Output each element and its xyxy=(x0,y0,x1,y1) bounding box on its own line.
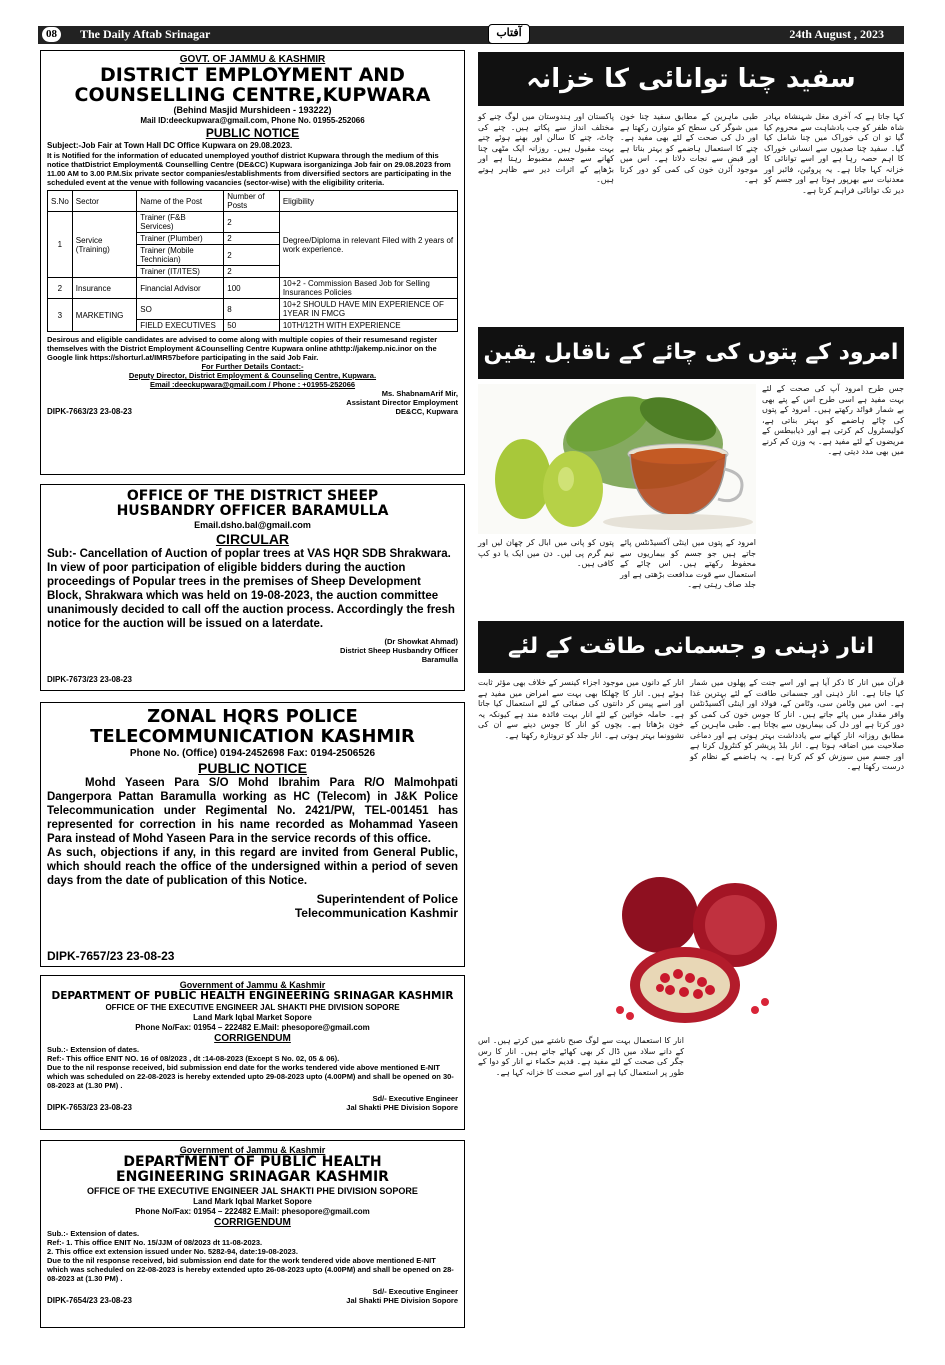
ad-sheep-husbandry xyxy=(40,484,465,691)
table-header: Eligibility xyxy=(279,191,457,212)
table-header: Name of the Post xyxy=(137,191,224,212)
ad5-title-2: ENGINEERING SRINAGAR KASHMIR xyxy=(116,1169,389,1185)
issue-date: 24th August , 2023 xyxy=(789,27,884,41)
ad1-dipk: DIPK-7663/23 23-08-23 xyxy=(47,407,132,416)
ad-phe-corrigendum-1 xyxy=(40,975,465,1130)
header-bar xyxy=(38,26,904,44)
ad-phe-corrigendum-2 xyxy=(40,1140,465,1328)
ad1-body: It is Notified for the information of educated unemployed youthof district Kupwara through the medium of this notice thatDistrict Employment& Counselling Centre (DE&CC) Kupwara isorganizinga Job fair on 29.08.2023 from 11.00 AM to 3.00 P.M.Six private sector companies/establishments from diversified sectors are participating in the scheduled event at the venue with following vacancies (sector-wise) with the eligibility criteria. xyxy=(47,151,452,187)
table-cell: 10+2 - Commission Based Job for Selling Insurances Policies xyxy=(279,278,457,299)
ad5-dipk: DIPK-7654/23 23-08-23 xyxy=(47,1296,132,1305)
table-cell: 100 xyxy=(224,278,280,299)
ad1-contact: Mail ID:deeckupwara@gmail.com, Phone No. 01955-252066 xyxy=(140,116,365,125)
article-2-headline: امرود کے پتوں کی چائے کے ناقابل یقین xyxy=(478,327,904,379)
table-cell: Insurance xyxy=(72,278,136,299)
ad1-location: (Behind Masjid Murshideen - 193222) xyxy=(173,105,332,115)
ad1-govt: GOVT. OF JAMMU & KASHMIR xyxy=(179,54,326,65)
ad1-signatory: Ms. ShabnamArif Mir, xyxy=(381,389,458,398)
ad5-notice-type: CORRIGENDUM xyxy=(214,1217,291,1228)
masthead-logo: آفتاب xyxy=(488,24,530,44)
ad4-contact: Phone No/Fax: 01954 – 222482 E.Mail: phesopore@gmail.com xyxy=(135,1023,370,1032)
guava-tea-illustration xyxy=(478,384,756,534)
table-header: Sector xyxy=(72,191,136,212)
table-row xyxy=(48,212,458,233)
table-cell: MARKETING xyxy=(72,299,136,332)
ad1-email-line: Email :deeckupwara@gmail.com / Phone : +01955-252066 xyxy=(149,380,356,389)
ad3-body-2: As such, objections if any, in this regard are invited from General Public, which should reach the office of the undersigned within a period of seven days from the date of publication of this Notice. xyxy=(47,847,458,887)
ad4-body: Due to the nil response received, bid submission end date for the works tendered vide above mentioned E-NIT which was scheduled on 22-08-2023 is hereby extended upto 29-08-2023 upto (4.00PM) and shall be opened on 30-08-2023 at (1.30 PM) . xyxy=(47,1063,454,1090)
ad2-sign-office: Baramulla xyxy=(421,655,458,664)
ad5-ref-1: Ref:- 1. This office ENIT No. 15/JJM of 08/2023 dt 11-08-2023. xyxy=(47,1238,263,1247)
ad1-title-2: COUNSELLING CENTRE,KUPWARA xyxy=(74,84,431,106)
table-cell: 10TH/12TH WITH EXPERIENCE xyxy=(279,320,457,332)
table-header-row xyxy=(48,191,458,212)
ad4-govt: Government of Jammu & Kashmir xyxy=(179,980,326,990)
article-1-col-1: کہا جاتا ہے کہ آخری مغل شہنشاہ بہادر شاہ ظفر کو جب بادشاہت سے محروم کیا گیا تو ان کی خوراک میں چنا شامل کیا گیا۔ سفید چنا صدیوں سے انسانی خوراک کا اہم حصہ رہا ہے اور اسے توانائی کا خزانہ کہا جاتا ہے۔ یہ پروٹین، فائبر اور معدنیات سے بھرپور ہوتا ہے اور جسم کو دیر تک توانائی فراہم کرتا ہے۔ xyxy=(764,112,904,195)
ad4-sign-office: Jal Shakti PHE Division Sopore xyxy=(346,1103,458,1112)
table-cell: SO xyxy=(137,299,224,320)
ad2-body: In view of poor participation of eligible bidders during the auction proceedings of Popular trees in the premises of Sheep Development Block, Shrakwara which was held on 19-08-2023, the auction committee unanimously decided to call off the auction process. Accordingly the fresh notice for the auction will be issued on a laterdate. xyxy=(47,562,455,630)
ad2-sign-title: District Sheep Husbandry Officer xyxy=(340,646,458,655)
pomegranate-photo xyxy=(590,870,786,1030)
table-cell: Trainer (IT/ITES) xyxy=(137,266,224,278)
ad4-landmark: Land Mark Iqbal Market Sopore xyxy=(193,1013,312,1022)
table-cell: Trainer (Mobile Technician) xyxy=(137,245,224,266)
ad3-phone: Phone No. (Office) 0194-2452698 Fax: 0194-2506526 xyxy=(129,748,376,759)
ad4-office: OFFICE OF THE EXECUTIVE ENGINEER JAL SHAKTI PHE DIVISION SOPORE xyxy=(105,1003,400,1012)
ad5-ref-2: 2. This office ext extension issued under No. 5282-94, date:19-08-2023. xyxy=(47,1247,298,1256)
ad4-sub: Sub.:- Extension of dates. xyxy=(47,1045,140,1054)
table-cell: 2 xyxy=(224,266,280,278)
table-cell: 1 xyxy=(48,212,73,278)
ad5-govt: Government of Jammu & Kashmir xyxy=(179,1145,326,1155)
ad1-contact-head: For Further Details Contact:- xyxy=(201,362,304,371)
page-number: 08 xyxy=(42,27,61,42)
table-row xyxy=(48,278,458,299)
article-3-headline: انار ذہنی و جسمانی طاقت کے لئے بہترین غذا xyxy=(478,621,904,673)
ad2-title-1: OFFICE OF THE DISTRICT SHEEP xyxy=(126,488,379,504)
ad3-title-2: TELECOMMUNICATION KASHMIR xyxy=(90,726,415,747)
ad5-contact: Phone No/Fax: 01954 – 222482 E.Mail: phesopore@gmail.com xyxy=(135,1207,370,1216)
ad2-subject: Sub:- Cancellation of Auction of poplar trees at VAS HQR SDB Shrakwara. xyxy=(47,548,451,560)
table-cell: Degree/Diploma in relevant Filed with 2 years of work experience. xyxy=(279,212,457,278)
table-header: S.No xyxy=(48,191,73,212)
ad-police-telecom xyxy=(40,702,465,967)
ad4-dipk: DIPK-7653/23 23-08-23 xyxy=(47,1103,132,1112)
ad1-footer-text: Desirous and eligible candidates are advised to come along with multiple copies of their resumesand register themselves with the District Employment &Counselling Centre Kupwara online athttp://jakemp.nic.inor on the Google link https://shorturl.at/IMR57before participating in the said Job Fair. xyxy=(47,335,438,362)
ad1-subject: Subject:-Job Fair at Town Hall DC Office Kupwara on 29.08.2023. xyxy=(47,141,293,150)
ad3-notice-type: PUBLIC NOTICE xyxy=(198,760,307,776)
article-2-col-2: امرود کے پتوں میں اینٹی آکسیڈنٹس پائے جاتے ہیں جو جسم کو بیماریوں سے محفوظ رکھتے ہیں۔ اس چائے کے استعمال سے قوت مدافعت بڑھتی ہے اور جلد صاف رہتی ہے۔ xyxy=(620,538,756,589)
table-cell: 10+2 SHOULD HAVE MIN EXPERIENCE OF 1YEAR IN FMCG xyxy=(279,299,457,320)
table-cell: 2 xyxy=(224,245,280,266)
ad1-contact-line: Deputy Director, District Employment & Counseling Centre, Kupwara. xyxy=(128,371,377,380)
ad1-sign-office: DE&CC, Kupwara xyxy=(395,407,458,416)
article-3-col-1: قرآن میں انار کا ذکر آیا ہے اور اسے جنت کے پھلوں میں شمار کیا جاتا ہے۔ انار ذہنی اور جسمانی طاقت کے لئے بہترین غذا ہے۔ اس میں وٹامن سی، وٹامن کے، فولاد اور اینٹی آکسیڈنٹس وافر مقدار میں پائے جاتے ہیں۔ انار کا جوس خون کی کمی کو دور کرتا ہے اور دل کی بیماریوں سے بچاتا ہے۔ طبی ماہرین کے مطابق روزانہ انار کھانے سے یادداشت بہتر ہوتی ہے اور دماغی صلاحیت میں اضافہ ہوتا ہے۔ انار بلڈ پریشر کو کنٹرول کرتا ہے اور جسم میں سوزش کو کم کرتا ہے۔ یہ ہاضمے کے نظام کو درست رکھتا ہے۔ xyxy=(690,678,904,771)
table-cell: 2 xyxy=(224,233,280,245)
article-2-col-3: پتوں کو پانی میں ابال کر چھان لیں اور نیم گرم پی لیں۔ دن میں ایک یا دو کپ کافی ہیں۔ xyxy=(478,538,614,568)
ad1-notice-type: PUBLIC NOTICE xyxy=(205,126,300,140)
ad2-signatory: (Dr Showkat Ahmad) xyxy=(384,637,458,646)
table-cell: Trainer (F&B Services) xyxy=(137,212,224,233)
ad5-sign-title: Sd/- Executive Engineer xyxy=(372,1287,458,1296)
ad1-sign-title: Assistant Director Employment xyxy=(346,398,458,407)
table-cell: FIELD EXECUTIVES xyxy=(137,320,224,332)
ad-employment-centre xyxy=(40,50,465,475)
article-3-col-3: انار کا استعمال بہت سے لوگ صبح ناشتے میں کرتے ہیں۔ اس کے دانے سلاد میں ڈال کر بھی کھائے جاتے ہیں۔ انار کا رس جگر کی صحت کے لئے مفید ہے۔ قدیم حکماء نے انار کو دوا کے طور پر استعمال کیا ہے اور اسے صحت کا خزانہ کہا ہے۔ xyxy=(478,1036,684,1077)
ad4-ref: Ref:- This office ENIT NO. 16 of 08/2023 , dt :14-08-2023 (Except S No. 02, 05 & 06). xyxy=(47,1054,340,1063)
ad3-dipk: DIPK-7657/23 23-08-23 xyxy=(47,949,175,963)
table-cell: Trainer (Plumber) xyxy=(137,233,224,245)
table-header: Number of Posts xyxy=(224,191,280,212)
table-cell: 2 xyxy=(224,212,280,233)
ad2-notice-type: CIRCULAR xyxy=(215,531,290,547)
ad3-sign-title: Superintendent of Police xyxy=(316,892,458,906)
ad4-sign-title: Sd/- Executive Engineer xyxy=(372,1094,458,1103)
article-3-col-2: انار کے دانوں میں موجود اجزاء کینسر کے خلاف بھی مؤثر ثابت ہوئے ہیں۔ انار کا چھلکا بھی بہت سے امراض میں مفید ہے اور اسے پیس کر دانتوں کی صفائی کے لئے استعمال کیا جاتا ہے۔ حاملہ خواتین کے لئے انار بہت فائدہ مند ہے کیونکہ یہ خون بڑھاتا ہے۔ بچوں کو انار کا جوس دینے سے ان کی نشوونما بہتر ہوتی ہے۔ انار جلد کو تروتازہ رکھتا ہے۔ xyxy=(478,678,684,740)
ad5-sign-office: Jal Shakti PHE Division Sopore xyxy=(346,1296,458,1305)
ad5-title-1: DEPARTMENT OF PUBLIC HEALTH xyxy=(123,1154,382,1170)
table-cell: 2 xyxy=(48,278,73,299)
article-2-col-1: جس طرح امرود آپ کی صحت کے لئے بہت مفید ہے اسی طرح اس کے پتے بھی بے شمار فوائد رکھتے ہیں۔ امرود کے پتوں کی چائے ہاضمے کو بہتر بناتی ہے، کولیسٹرول کم کرتی ہے اور ذیابیطس کے مریضوں کے لئے مفید ہے۔ یہ وزن کم کرنے میں بھی مدد دیتی ہے۔ xyxy=(762,384,904,456)
table-cell: Financial Advisor xyxy=(137,278,224,299)
article-1-headline: سفید چنا توانائی کا خزانہ xyxy=(478,52,904,106)
guava-tea-photo xyxy=(478,384,756,534)
ad2-title-2: HUSBANDRY OFFICER BARAMULLA xyxy=(116,503,389,519)
pomegranate-illustration xyxy=(590,870,786,1030)
ad5-sub: Sub.:- Extension of dates. xyxy=(47,1229,140,1238)
table-cell: 3 xyxy=(48,299,73,332)
ad3-title-1: ZONAL HQRS POLICE xyxy=(147,706,358,727)
table-cell: Service (Training) xyxy=(72,212,136,278)
ad5-body: Due to the nil response received, bid submission end date for the work tendered vide above mentioned E-NIT which was scheduled on 22-08-2023 is hereby extended upto 26-08-2023 upto (4.00PM) and shall be opened on 28-08-2023 at (1.30 PM) . xyxy=(47,1256,454,1283)
ad4-notice-type: CORRIGENDUM xyxy=(214,1033,291,1044)
ad2-dipk: DIPK-7673/23 23-08-23 xyxy=(47,675,132,684)
article-1-col-3: پاکستان اور ہندوستان میں لوگ چنے کو مختلف انداز سے پکاتے ہیں۔ چنے کی چاٹ، چنے کا سالن اور بھنے ہوئے چنے بہت مقبول ہیں۔ روزانہ ایک مٹھی چنا کھانے سے جسم مضبوط رہتا ہے اور بڑھاپے کے اثرات دیر سے ظاہر ہوتے ہیں۔ xyxy=(478,112,614,184)
ad4-title: DEPARTMENT OF PUBLIC HEALTH ENGINEERING SRINAGAR KASHMIR xyxy=(51,990,454,1002)
ad5-landmark: Land Mark Iqbal Market Sopore xyxy=(193,1197,312,1206)
ad3-body-1: Mohd Yaseen Para S/O Mohd Ibrahim Para R/O Malmohpati Dangerpora Pattan Baramulla working as HC (Telecom) in J&K Police Telecommunication under Regimental No. 2421/PW, TEL-001451 has represented for correction in his name recorded as Mohammad Yaseen Para instead of Mohd Yaseen Para in the service records of this office. xyxy=(47,777,458,845)
ad5-office: OFFICE OF THE EXECUTIVE ENGINEER JAL SHAKTI PHE DIVISION SOPORE xyxy=(87,1186,418,1196)
vacancy-table xyxy=(47,190,458,332)
table-cell: 8 xyxy=(224,299,280,320)
table-cell: 50 xyxy=(224,320,280,332)
paper-name: The Daily Aftab Srinagar xyxy=(80,27,211,41)
ad1-title-1: DISTRICT EMPLOYMENT AND xyxy=(100,64,405,86)
article-1-col-2: طبی ماہرین کے مطابق سفید چنا خون میں شوگر کی سطح کو متوازن رکھتا ہے اور دل کی صحت کے لئے بھی مفید ہے۔ چنے کا استعمال ہاضمے کو بہتر بناتا ہے اور قبض سے نجات دلاتا ہے۔ اس میں موجود آئرن خون کی کمی کو دور کرتا ہے۔ xyxy=(620,112,758,184)
ad2-email: Email.dsho.bal@gmail.com xyxy=(194,520,311,530)
table-row xyxy=(48,299,458,320)
ad3-sign-office: Telecommunication Kashmir xyxy=(294,906,458,920)
